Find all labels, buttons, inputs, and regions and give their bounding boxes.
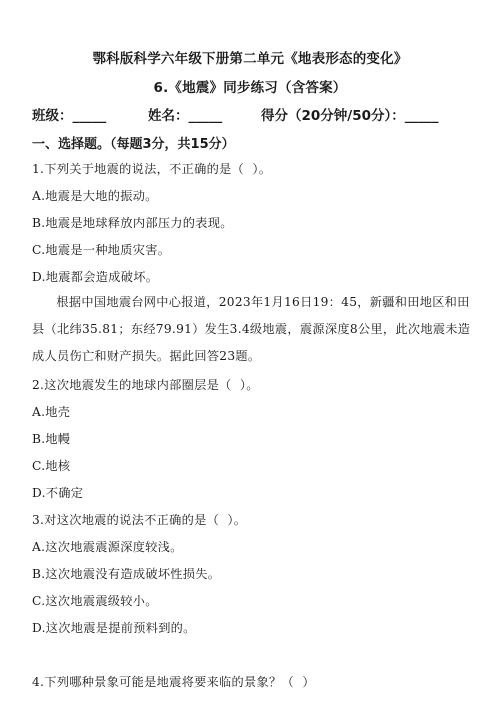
question-3-option-c: C.这次地震震级较小。: [32, 594, 158, 608]
name-field-label: 姓名：_____: [148, 108, 223, 124]
question-2-option-a: A.地壳: [32, 405, 71, 419]
question-2-stem: 2.这次地震发生的地球内部圈层是（ ）。: [32, 378, 259, 392]
question-2-option-c: C.地核: [32, 459, 71, 473]
question-3-option-b: B.这次地震没有造成破坏性损失。: [32, 567, 221, 581]
student-info-row: [32, 104, 472, 126]
section-title: 一、选择题。（每题3分，共15分）: [32, 137, 235, 152]
score-field-label: 得分（20分钟/50分）：_____: [261, 108, 439, 124]
question-1-option-d: D.地震都会造成破坏。: [32, 270, 159, 284]
document-subtitle: 6.《地震》同步练习（含答案）: [153, 80, 347, 96]
question-3-option-a: A.这次地震震源深度较浅。: [32, 540, 183, 554]
document-title: 鄂科版科学六年级下册第二单元《地表形态的变化》: [92, 51, 408, 67]
question-2-option-b: B.地幔: [32, 432, 71, 446]
reading-passage: 根据中国地震台网中心报道，2023年1月16日19：45，新疆和田地区和田县（北纬35.81；东经79.91）发生3.4级地震，震源深度8公里，此次地震未造成人员伤亡和财产损失。据此回答23题。: [32, 295, 471, 363]
question-1-option-c: C.地震是一种地质灾害。: [32, 243, 171, 257]
question-4-stem: 4.下列哪种景象可能是地震将要来临的景象？（ ）: [32, 675, 315, 689]
class-field-label: 班级：_____: [32, 108, 107, 124]
question-2-option-d: D.不确定: [32, 486, 84, 500]
question-1-stem: 1.下列关于地震的说法，不正确的是（ ）。: [32, 162, 272, 176]
question-1-option-a: A.地震是大地的振动。: [32, 189, 158, 203]
question-3-stem: 3.对这次地震的说法不正确的是（ ）。: [32, 513, 247, 527]
question-1-option-b: B.地震是地球释放内部压力的表现。: [32, 216, 233, 230]
question-3-option-d: D.这次地震是提前预料到的。: [32, 621, 196, 635]
